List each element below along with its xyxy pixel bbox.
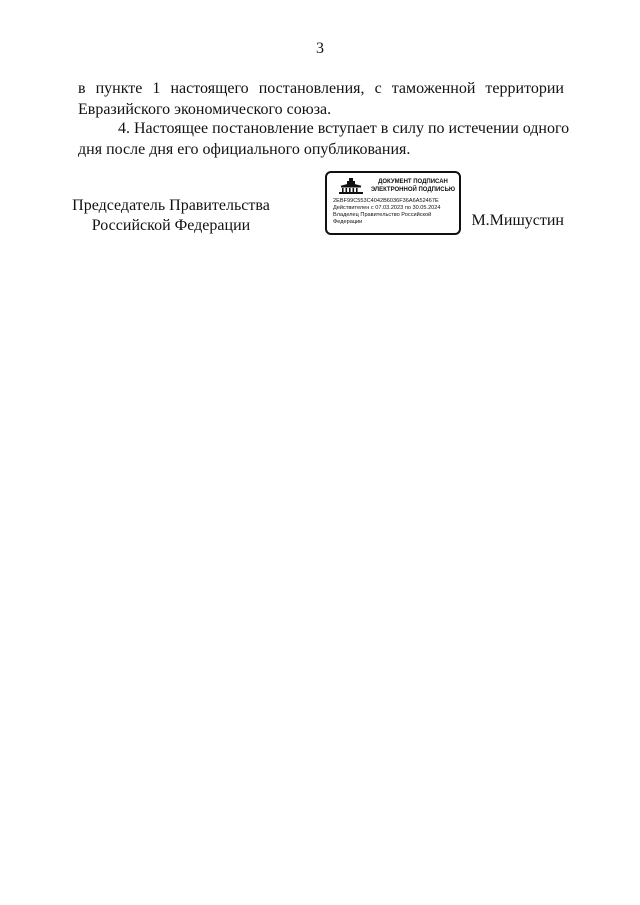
paragraph-item-4 [78,118,570,160]
stamp-owner: Федерации [333,219,363,225]
government-building-icon [337,178,365,194]
signer-title-line: Председатель Правительства [72,197,270,214]
signer-title [66,196,276,236]
stamp-details [333,198,459,226]
page-number: 3 [316,40,324,57]
electronic-signature-stamp [325,171,461,235]
paragraph-line: Евразийского экономического союза. [78,101,332,118]
signer-title-line: Российской Федерации [91,217,251,234]
paragraph-line: дня после дня его официального опубликования. [78,141,411,158]
paragraph-line: в пункте 1 настоящего постановления, с таможенной территории [78,80,564,97]
paragraph-continuation [78,78,564,120]
stamp-header [367,179,459,194]
stamp-validity: Действителен с 07.03.2023 по 30.05.2024 [333,205,441,211]
stamp-header-line: ДОКУМЕНТ ПОДПИСАН [378,179,448,185]
stamp-header-line: ЭЛЕКТРОННОЙ ПОДПИСЬЮ [370,186,456,193]
stamp-certificate: 2EBF99C553C4042B6036F36A6A52467E [333,198,439,204]
signer-name: М.Мишустин [471,212,564,229]
paragraph-line: 4. Настоящее постановление вступает в силу по истечении одного [118,120,570,137]
stamp-owner: Владелец Правительство Российской [333,212,432,218]
